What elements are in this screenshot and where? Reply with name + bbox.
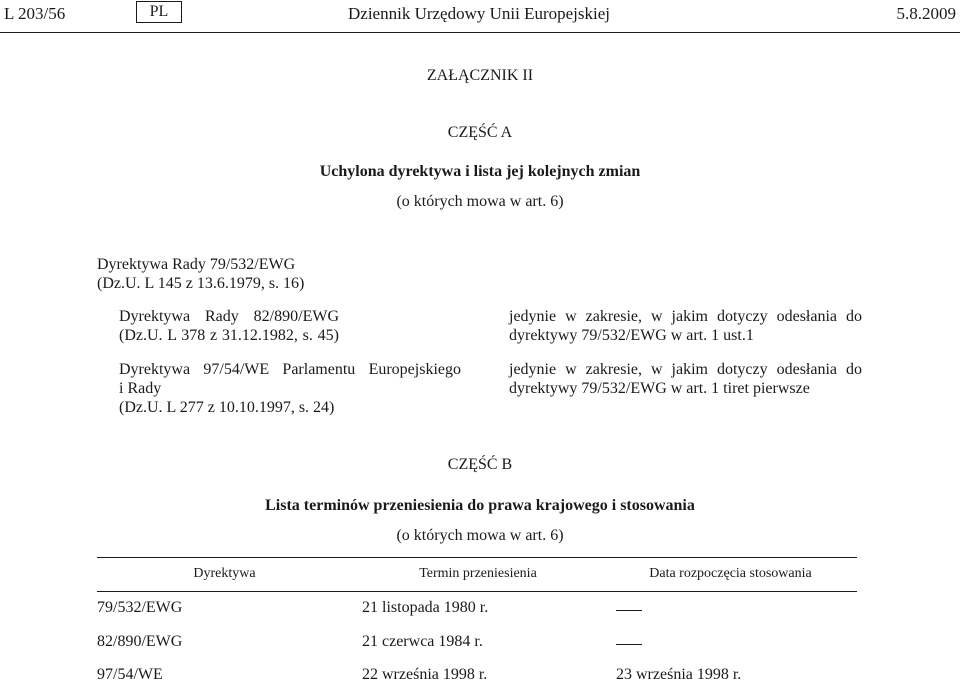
table-cell-empty-dash xyxy=(616,644,642,645)
table-cell-deadline: 21 listopada 1980 r. xyxy=(362,599,489,616)
column-header-application-date: Data rozpoczęcia stosowania xyxy=(649,566,812,581)
table-cell-directive: 82/890/EWG xyxy=(97,633,183,650)
table-header-rule xyxy=(97,591,857,592)
table-cell-application-date: 23 września 1998 r. xyxy=(616,666,742,683)
page-reference: L 203/56 xyxy=(4,4,66,23)
amendment-1-scope: jedynie w zakresie, w jakim dotyczy odesłania do dyrektywy 79/532/EWG w art. 1 ust.1 xyxy=(509,308,862,344)
amendment-2 xyxy=(119,360,461,417)
header-divider xyxy=(0,32,960,33)
table-top-rule xyxy=(97,557,857,558)
part-b-title: Lista terminów przeniesienia do prawa krajowego i stosowania xyxy=(265,497,695,514)
annex-title: ZAŁĄCZNIK II xyxy=(426,67,534,84)
table-cell-deadline: 21 czerwca 1984 r. xyxy=(362,633,483,650)
repealed-directive-name: Dyrektywa Rady 79/532/EWG xyxy=(97,256,296,273)
amendment-1-name: Dyrektywa Rady 82/890/EWG xyxy=(119,308,339,325)
amendment-2-reference: (Dz.U. L 277 z 10.10.1997, s. 24) xyxy=(119,399,335,416)
part-a-heading: CZĘŚĆ A xyxy=(447,124,513,141)
amendment-2-name-cont: i Rady xyxy=(119,380,162,397)
part-b-subtitle: (o których mowa w art. 6) xyxy=(396,527,564,544)
part-b-heading: CZĘŚĆ B xyxy=(447,456,513,473)
repealed-directive xyxy=(97,255,397,293)
column-header-transposition-deadline: Termin przeniesienia xyxy=(419,566,537,581)
journal-title: Dziennik Urzędowy Unii Europejskiej xyxy=(348,4,611,23)
amendment-2-scope: jedynie w zakresie, w jakim dotyczy odesłania do dyrektywy 79/532/EWG w art. 1 tiret pierwsze xyxy=(509,361,862,397)
part-a-title: Uchylona dyrektywa i lista jej kolejnych zmian xyxy=(319,163,641,180)
publication-date: 5.8.2009 xyxy=(896,4,956,23)
page-header xyxy=(0,0,960,32)
part-a-subtitle: (o których mowa w art. 6) xyxy=(396,193,564,210)
repealed-directive-reference: (Dz.U. L 145 z 13.6.1979, s. 16) xyxy=(97,275,305,292)
amendment-1-reference: (Dz.U. L 378 z 31.12.1982, s. 45) xyxy=(119,327,339,344)
table-cell-directive: 97/54/WE xyxy=(97,666,163,683)
amendment-1 xyxy=(119,307,339,345)
language-badge: PL xyxy=(136,1,182,23)
amendment-2-name: Dyrektywa 97/54/WE Parlamentu Europejskiego xyxy=(119,361,461,378)
column-header-directive: Dyrektywa xyxy=(193,566,256,581)
table-cell-empty-dash xyxy=(616,610,642,611)
table-cell-directive: 79/532/EWG xyxy=(97,599,183,616)
table-cell-deadline: 22 września 1998 r. xyxy=(362,666,488,683)
